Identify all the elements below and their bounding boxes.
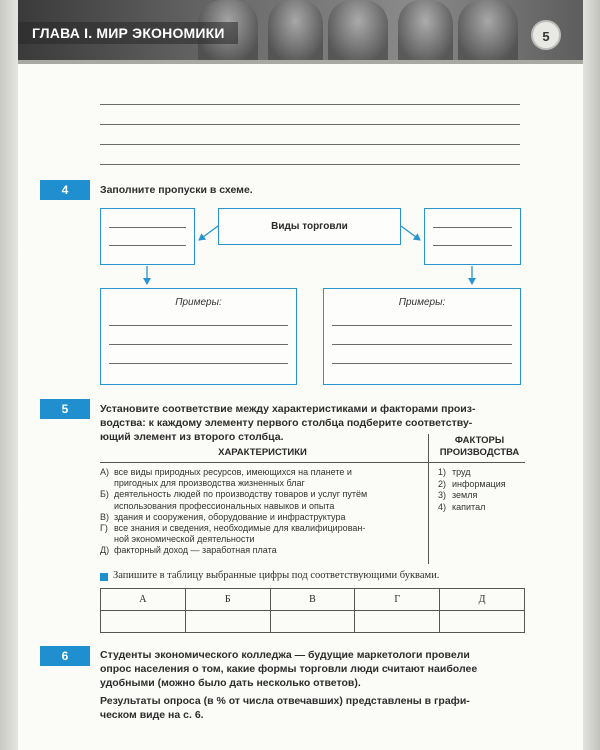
- chapter-title: ГЛАВА I. МИР ЭКОНОМИКИ: [32, 25, 225, 41]
- list-item: [438, 502, 528, 514]
- item-key: Б): [100, 489, 109, 500]
- factors-header: [432, 435, 527, 459]
- paragraph-line: Студенты экономического колледжа — будущие маркетологи провели: [100, 649, 470, 661]
- paragraph-line: ческом виде на с. 6.: [100, 709, 204, 721]
- item-key: В): [100, 511, 109, 522]
- answer-cell[interactable]: [355, 611, 440, 633]
- examples-label: Примеры:: [398, 297, 446, 308]
- answer-cell[interactable]: [440, 611, 525, 633]
- item-text: использования профессиональных навыков и опыта: [114, 500, 335, 511]
- task4-instruction: Заполните пропуски в схеме.: [100, 184, 253, 196]
- list-item: [438, 490, 528, 502]
- paragraph-line: удобными (можно было дать несколько ответов).: [100, 677, 361, 689]
- table-instruction: Запишите в таблицу выбранные цифры под соответствующими буквами.: [113, 570, 440, 581]
- arrow-to-right-box: [401, 226, 420, 240]
- instruction-line: водства: к каждому элементу первого столбца подберите соответству-: [100, 417, 473, 429]
- table-header-cell: В: [270, 589, 355, 611]
- item-key: Д): [100, 545, 110, 556]
- item-key: 2): [438, 478, 447, 489]
- list-item: [100, 489, 422, 511]
- list-item: [100, 512, 422, 523]
- item-text: здания и сооружения, оборудование и инфраструктура: [114, 511, 346, 522]
- table-header-cell: Г: [355, 589, 440, 611]
- item-key: 3): [438, 490, 447, 500]
- item-key: 4): [438, 501, 447, 512]
- list-item: [438, 467, 528, 479]
- factors-list: [438, 467, 528, 513]
- page-number: 5: [531, 20, 561, 50]
- answer-cell[interactable]: [185, 611, 270, 633]
- table-header-cell: Д: [440, 589, 525, 611]
- task-number-badge: 5: [40, 399, 90, 419]
- table-header-row: [101, 589, 525, 611]
- column-divider: [428, 434, 429, 564]
- item-text: все знания и сведения, необходимые для квалифицирован-: [114, 523, 366, 534]
- answer-table: [100, 588, 525, 633]
- characteristics-header: ХАРАКТЕРИСТИКИ: [218, 447, 307, 458]
- bullet-square-icon: [100, 573, 108, 581]
- task-number-badge: 6: [40, 646, 90, 666]
- answer-cell[interactable]: [270, 611, 355, 633]
- scheme-center-label: Виды торговли: [271, 221, 348, 232]
- item-text: капитал: [452, 501, 486, 512]
- task5-instruction: [100, 402, 475, 444]
- item-key: Г): [100, 523, 108, 534]
- arrow-to-left-box: [199, 226, 218, 240]
- list-item: [100, 545, 422, 556]
- item-text: земля: [452, 490, 478, 500]
- table-answer-row: [101, 611, 525, 633]
- item-key: 1): [438, 467, 447, 477]
- task6-paragraph-2: [100, 694, 470, 722]
- task6-paragraph-1: [100, 648, 477, 690]
- answer-cell[interactable]: [101, 611, 186, 633]
- instruction-line: Установите соответствие между характеристиками и факторами произ-: [100, 403, 476, 415]
- characteristics-list: [100, 467, 422, 557]
- factors-header-line: ФАКТОРЫ: [454, 435, 505, 446]
- table-divider: [100, 462, 525, 463]
- list-item: [100, 523, 422, 545]
- task-number-badge: 4: [40, 180, 90, 200]
- table-header-cell: Б: [185, 589, 270, 611]
- item-text: труд: [452, 467, 471, 477]
- item-text: все виды природных ресурсов, имеющихся на планете и: [114, 467, 352, 477]
- instruction-line: ющий элемент из второго столбца.: [100, 431, 284, 443]
- list-item: [438, 479, 528, 491]
- item-key: А): [100, 467, 109, 477]
- item-text: ной экономической деятельности: [114, 534, 255, 545]
- examples-label: Примеры:: [175, 297, 222, 308]
- paragraph-line: опрос населения о том, какие формы торговли люди считают наиболее: [100, 663, 478, 675]
- paragraph-line: Результаты опроса (в % от числа отвечавших) представлены в графи-: [100, 695, 470, 707]
- item-text: факторный доход — заработная плата: [114, 545, 277, 556]
- item-text: пригодных для производства жизненных благ: [114, 478, 305, 489]
- item-text: информация: [452, 478, 506, 489]
- table-header-cell: А: [101, 589, 186, 611]
- item-text: деятельность людей по производству товаров и услуг путём: [114, 489, 368, 500]
- factors-header-line: ПРОИЗВОДСТВА: [439, 447, 520, 458]
- list-item: [100, 467, 422, 489]
